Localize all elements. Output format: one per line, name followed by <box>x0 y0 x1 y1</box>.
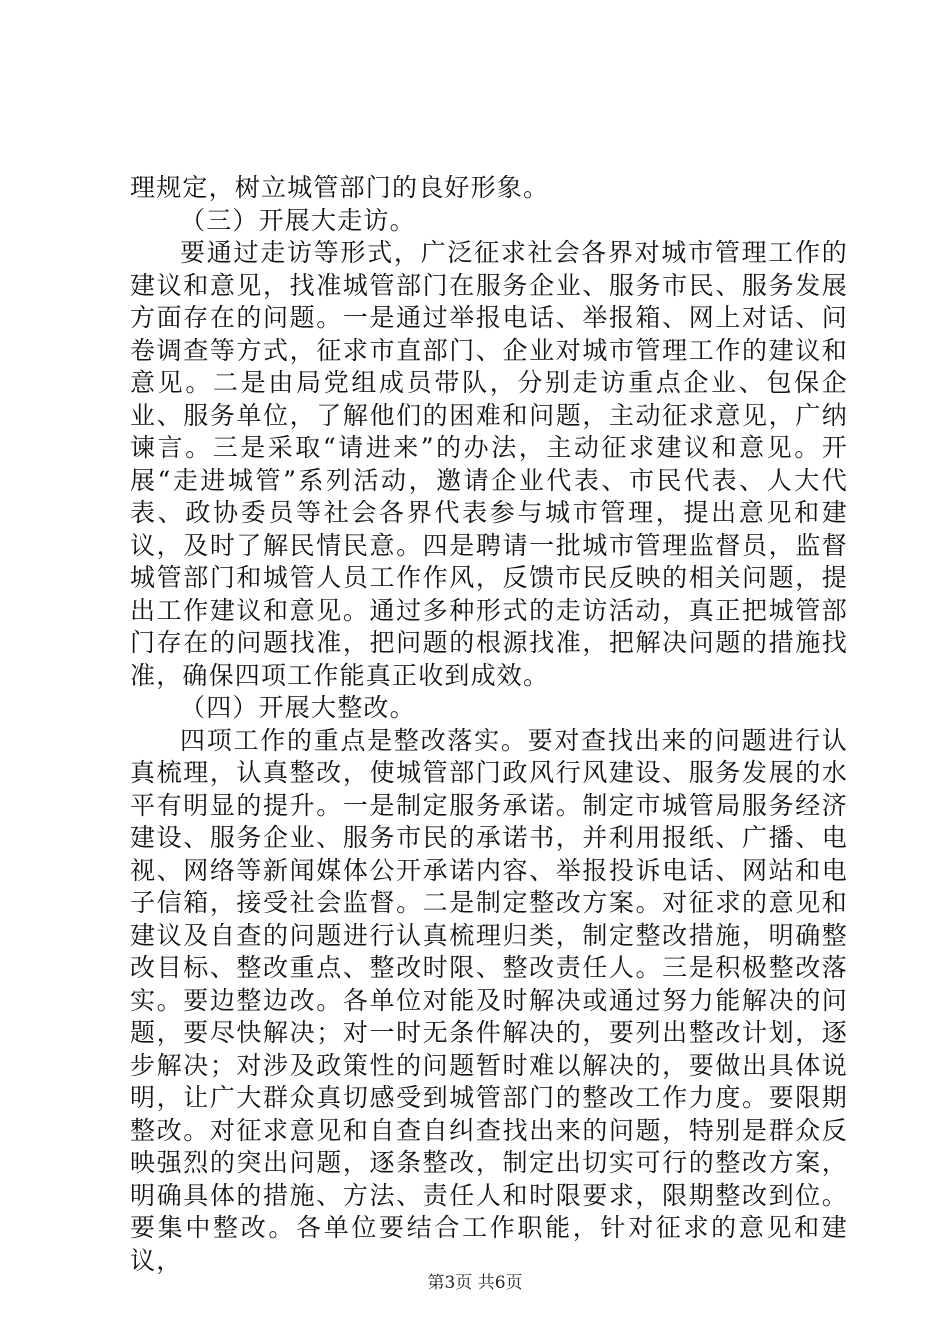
section-heading-3: （三）开展大走访。 <box>180 205 416 235</box>
paragraph-continuation: 理规定，树立城管部门的良好形象。 <box>130 173 550 202</box>
paragraph-visits: 要通过走访等形式，广泛征求社会各界对城市管理工作的建议和意见，找准城管部门在服务企业、服务市民、服务发展方面存在的问题。一是通过举报电话、举报箱、网上对话、问卷调查等方式，征求市直部门、企业对城市管理工作的建议和意见。二是由局党组成员带队，分别走访重点企业、包保企业、服务单位，了解他们的困难和问题，主动征求意见，广纳谏言。三是采取“请进来”的办法，主动征求建议和意见。开展“走进城管”系列活动，邀请企业代表、市民代表、人大代表、政协委员等社会各界代表参与城市管理，提出意见和建议，及时了解民情民意。四是聘请一批城市管理监督员，监督城管部门和城管人员工作作风，反馈市民反映的相关问题，提出工作建议和意见。通过多种形式的走访活动，真正把城管部门存在的问题找准，把问题的根源找准，把解决问题的措施找准，确保四项工作能真正收到成效。 <box>130 238 848 690</box>
paragraph-rectification: 四项工作的重点是整改落实。要对查找出来的问题进行认真梳理，认真整改，使城管部门政风行风建设、服务发展的水平有明显的提升。一是制定服务承诺。制定市城管局服务经济建设、服务企业、服务市民的承诺书，并利用报纸、广播、电视、网络等新闻媒体公开承诺内容、举报投诉电话、网站和电子信箱，接受社会监督。二是制定整改方案。对征求的意见和建议及自查的问题进行认真梳理归类，制定整改措施，明确整改目标、整改重点、整改时限、整改责任人。三是积极整改落实。要边整边改。各单位对能及时解决或通过努力能解决的问题，要尽快解决；对一时无条件解决的，要列出整改计划，逐步解决；对涉及政策性的问题暂时难以解决的，要做出具体说明，让广大群众真切感受到城管部门的整改工作力度。要限期整改。对征求意见和自查自纠查找出来的问题，特别是群众反映强烈的突出问题，逐条整改，制定出切实可行的整改方案，明确具体的措施、方法、责任人和时限要求，限期整改到位。要集中整改。各单位要结合工作职能，针对征求的意见和建议， <box>130 725 848 1275</box>
section-heading-4: （四）开展大整改。 <box>180 693 416 722</box>
document-body <box>130 172 848 1277</box>
page-number-footer: 第3页 共6页 <box>427 1273 523 1293</box>
